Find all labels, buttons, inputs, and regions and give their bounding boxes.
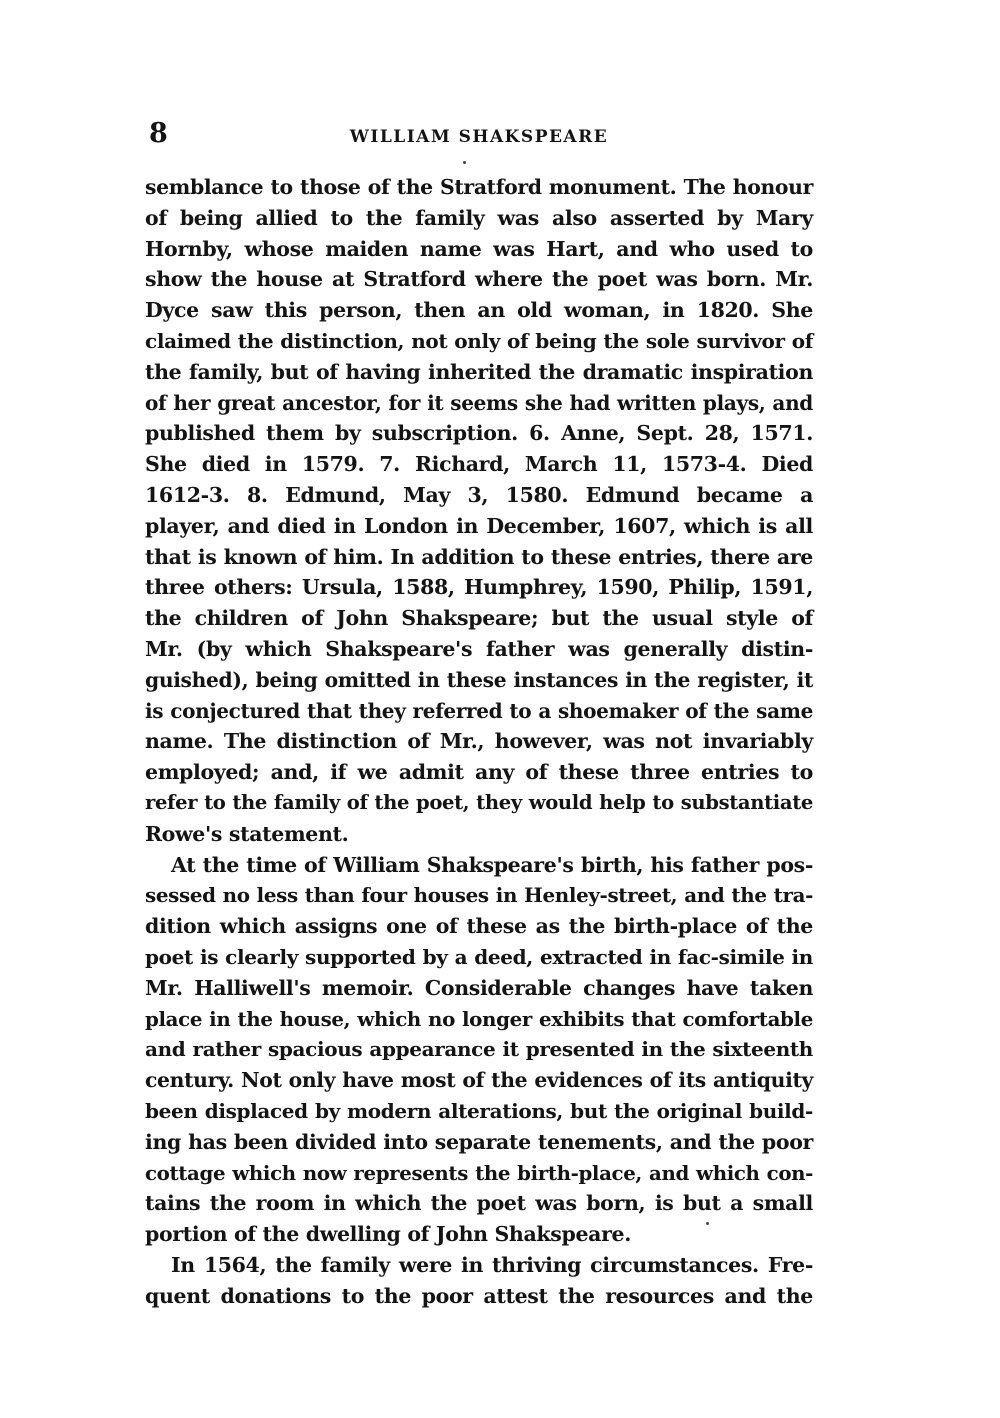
paragraph-3 [145, 1250, 813, 1312]
text-line: dition which assigns one of these as the birth-place of the [145, 914, 813, 939]
paragraph-2 [145, 850, 813, 1250]
text-line: sessed no less than four houses in Henley-street, and the tra- [145, 883, 813, 908]
text-line: tains the room in which the poet was born, is but a small [145, 1191, 813, 1216]
text-line: Mr. Halliwell's memoir. Considerable changes have taken [145, 975, 813, 1000]
text-line: poet is clearly supported by a deed, extracted in fac-simile in [145, 944, 813, 969]
text-line: the family, but of having inherited the dramatic inspiration [145, 359, 813, 384]
text-line: Hornby, whose maiden name was Hart, and who used to [145, 236, 813, 261]
text-line: player, and died in London in December, 1607, which is all [145, 513, 813, 538]
text-line: quent donations to the poor attest the resources and the [145, 1283, 813, 1308]
text-line: employed; and, if we admit any of these three entries to [145, 760, 813, 785]
text-line: refer to the family of the poet, they would help to substantiate [145, 790, 813, 814]
text-line: ing has been divided into separate tenements, and the poor [145, 1129, 813, 1154]
text-line: semblance to those of the Stratford monument. The honour [145, 175, 813, 199]
text-line: claimed the distinction, not only of being the sole survivor of [145, 328, 813, 353]
text-line: published them by subscription. 6. Anne, Sept. 28, 1571. [145, 421, 813, 446]
running-head [145, 118, 813, 158]
text-line: of being allied to the family was also asserted by Mary [145, 205, 813, 230]
text-line: show the house at Stratford where the poet was born. Mr. [145, 267, 813, 292]
text-line: portion of the dwelling of John Shakspeare. [145, 1222, 631, 1247]
print-speck [463, 161, 466, 164]
text-line: and rather spacious appearance it presented in the sixteenth [145, 1037, 813, 1062]
running-title: WILLIAM SHAKSPEARE [349, 127, 609, 147]
text-line: Dyce saw this person, then an old woman, in 1820. She [145, 298, 813, 323]
text-line: 1612-3. 8. Edmund, May 3, 1580. Edmund became a [145, 482, 813, 507]
text-line: name. The distinction of Mr., however, was not invariably [145, 729, 813, 754]
text-line: cottage which now represents the birth-place, and which con- [145, 1160, 813, 1185]
text-line: been displaced by modern alterations, but the original build- [145, 1098, 813, 1123]
text-line: In 1564, the family were in thriving circumstances. Fre- [171, 1252, 813, 1277]
text-line: Rowe's statement. [145, 821, 349, 846]
text-line: that is known of him. In addition to these entries, there are [145, 544, 813, 569]
text-line: of her great ancestor, for it seems she had written plays, and [145, 390, 813, 415]
body-text [145, 172, 813, 1311]
paragraph-1 [145, 172, 813, 850]
text-line: guished), being omitted in these instances in the register, it [145, 667, 813, 692]
page-number: 8 [149, 118, 168, 149]
text-line: is conjectured that they referred to a shoemaker of the same [145, 698, 813, 723]
text-line: place in the house, which no longer exhibits that comfortable [145, 1006, 813, 1031]
text-line: At the time of William Shakspeare's birth, his father pos- [171, 852, 813, 877]
text-line: the children of John Shakspeare; but the usual style of [145, 606, 813, 631]
text-line: Mr. (by which Shakspeare's father was generally distin- [145, 636, 813, 661]
text-line: She died in 1579. 7. Richard, March 11, 1573-4. Died [145, 452, 813, 477]
text-line: century. Not only have most of the evidences of its antiquity [145, 1068, 813, 1093]
text-line: three others: Ursula, 1588, Humphrey, 1590, Philip, 1591, [145, 575, 813, 600]
